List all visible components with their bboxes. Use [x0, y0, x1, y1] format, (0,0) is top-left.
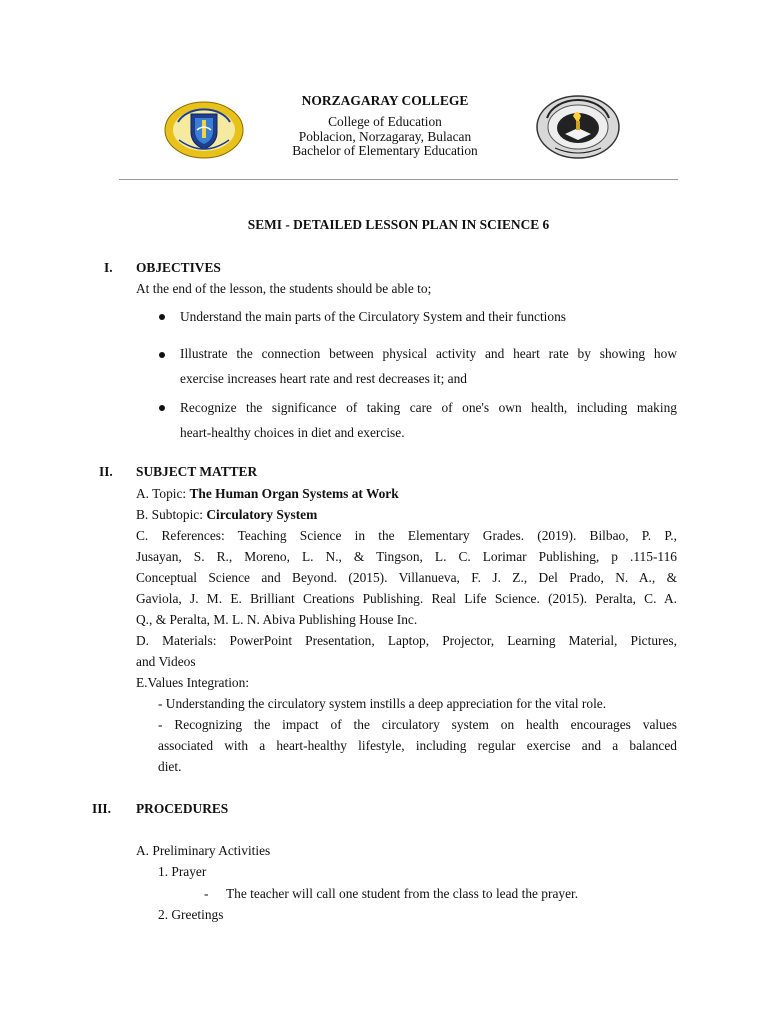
subtopic-label: B. Subtopic:	[136, 507, 207, 522]
objectives-intro: At the end of the lesson, the students should be able to;	[136, 281, 432, 296]
topic-line	[136, 486, 399, 502]
topic-label: A. Topic:	[136, 486, 190, 501]
objective-item: Understand the main parts of the Circulatory System and their functions	[180, 309, 567, 324]
objectives-heading: OBJECTIVES	[136, 260, 221, 275]
program-name: Bachelor of Elementary Education	[292, 143, 478, 158]
subject-matter-heading: SUBJECT MATTER	[136, 464, 258, 479]
college-name: NORZAGARAY COLLEGE	[301, 93, 469, 108]
materials-line: and Videos	[136, 654, 196, 669]
reference-line: Gaviola, J. M. E. Brilliant Creations Publishing. Real Life Science. (2015). Peralta, C. A.	[136, 591, 677, 606]
objectives-numeral: I.	[104, 260, 113, 275]
objective-item-continued: heart-healthy choices in diet and exercise.	[180, 425, 405, 440]
college-address: Poblacion, Norzagaray, Bulacan	[298, 129, 472, 144]
procedures-numeral: III.	[92, 801, 111, 816]
prayer-detail-dash: -	[204, 886, 209, 901]
topic-value: The Human Organ Systems at Work	[189, 486, 399, 501]
materials-line: D. Materials: PowerPoint Presentation, Laptop, Projector, Learning Material, Pictures,	[136, 633, 677, 648]
objective-item: Recognize the significance of taking care of one's own health, including making	[180, 400, 677, 415]
reference-line: Q., & Peralta, M. L. N. Abiva Publishing House Inc.	[136, 612, 418, 627]
reference-line: Conceptual Science and Beyond. (2015). Villanueva, F. J. Z., Del Prado, N. A., &	[136, 570, 677, 585]
norzagaray-college-seal	[163, 100, 245, 160]
prayer-detail: The teacher will call one student from the class to lead the prayer.	[226, 886, 579, 901]
values-block	[158, 696, 677, 780]
reference-line: Jusayan, S. R., Moreno, L. N., & Tingson, L. C. Lorimar Publishing, p .115-116	[136, 549, 677, 564]
bullet-dot	[159, 352, 165, 358]
reference-line: C. References: Teaching Science in the Elementary Grades. (2019). Bilbao, P. P.,	[136, 528, 677, 543]
procedures-heading: PROCEDURES	[136, 801, 229, 816]
subtopic-value: Circulatory System	[206, 507, 318, 522]
header-divider	[119, 179, 678, 180]
college-of-education-seal	[535, 94, 621, 160]
values-line: - Recognizing the impact of the circulatory system on health encourages values	[158, 717, 677, 732]
prayer-item: 1. Prayer	[158, 864, 207, 879]
preliminary-activities: A. Preliminary Activities	[136, 843, 271, 858]
objective-item: Illustrate the connection between physical activity and heart rate by showing how	[180, 346, 677, 361]
values-label: E.Values Integration:	[136, 675, 250, 690]
values-line: associated with a heart-healthy lifestyle, including regular exercise and a balanced	[158, 738, 677, 753]
subtopic-line	[136, 507, 317, 523]
greetings-item: 2. Greetings	[158, 907, 224, 922]
values-line: - Understanding the circulatory system instills a deep appreciation for the vital role.	[158, 696, 607, 711]
values-line: diet.	[158, 759, 182, 774]
department-name: College of Education	[328, 114, 442, 129]
subject-matter-numeral: II.	[99, 464, 113, 479]
objective-item-continued: exercise increases heart rate and rest decreases it; and	[180, 371, 467, 386]
references-block	[136, 528, 677, 696]
page-title: SEMI - DETAILED LESSON PLAN IN SCIENCE 6	[247, 217, 550, 232]
bullet-dot	[159, 314, 165, 320]
bullet-dot	[159, 405, 165, 411]
